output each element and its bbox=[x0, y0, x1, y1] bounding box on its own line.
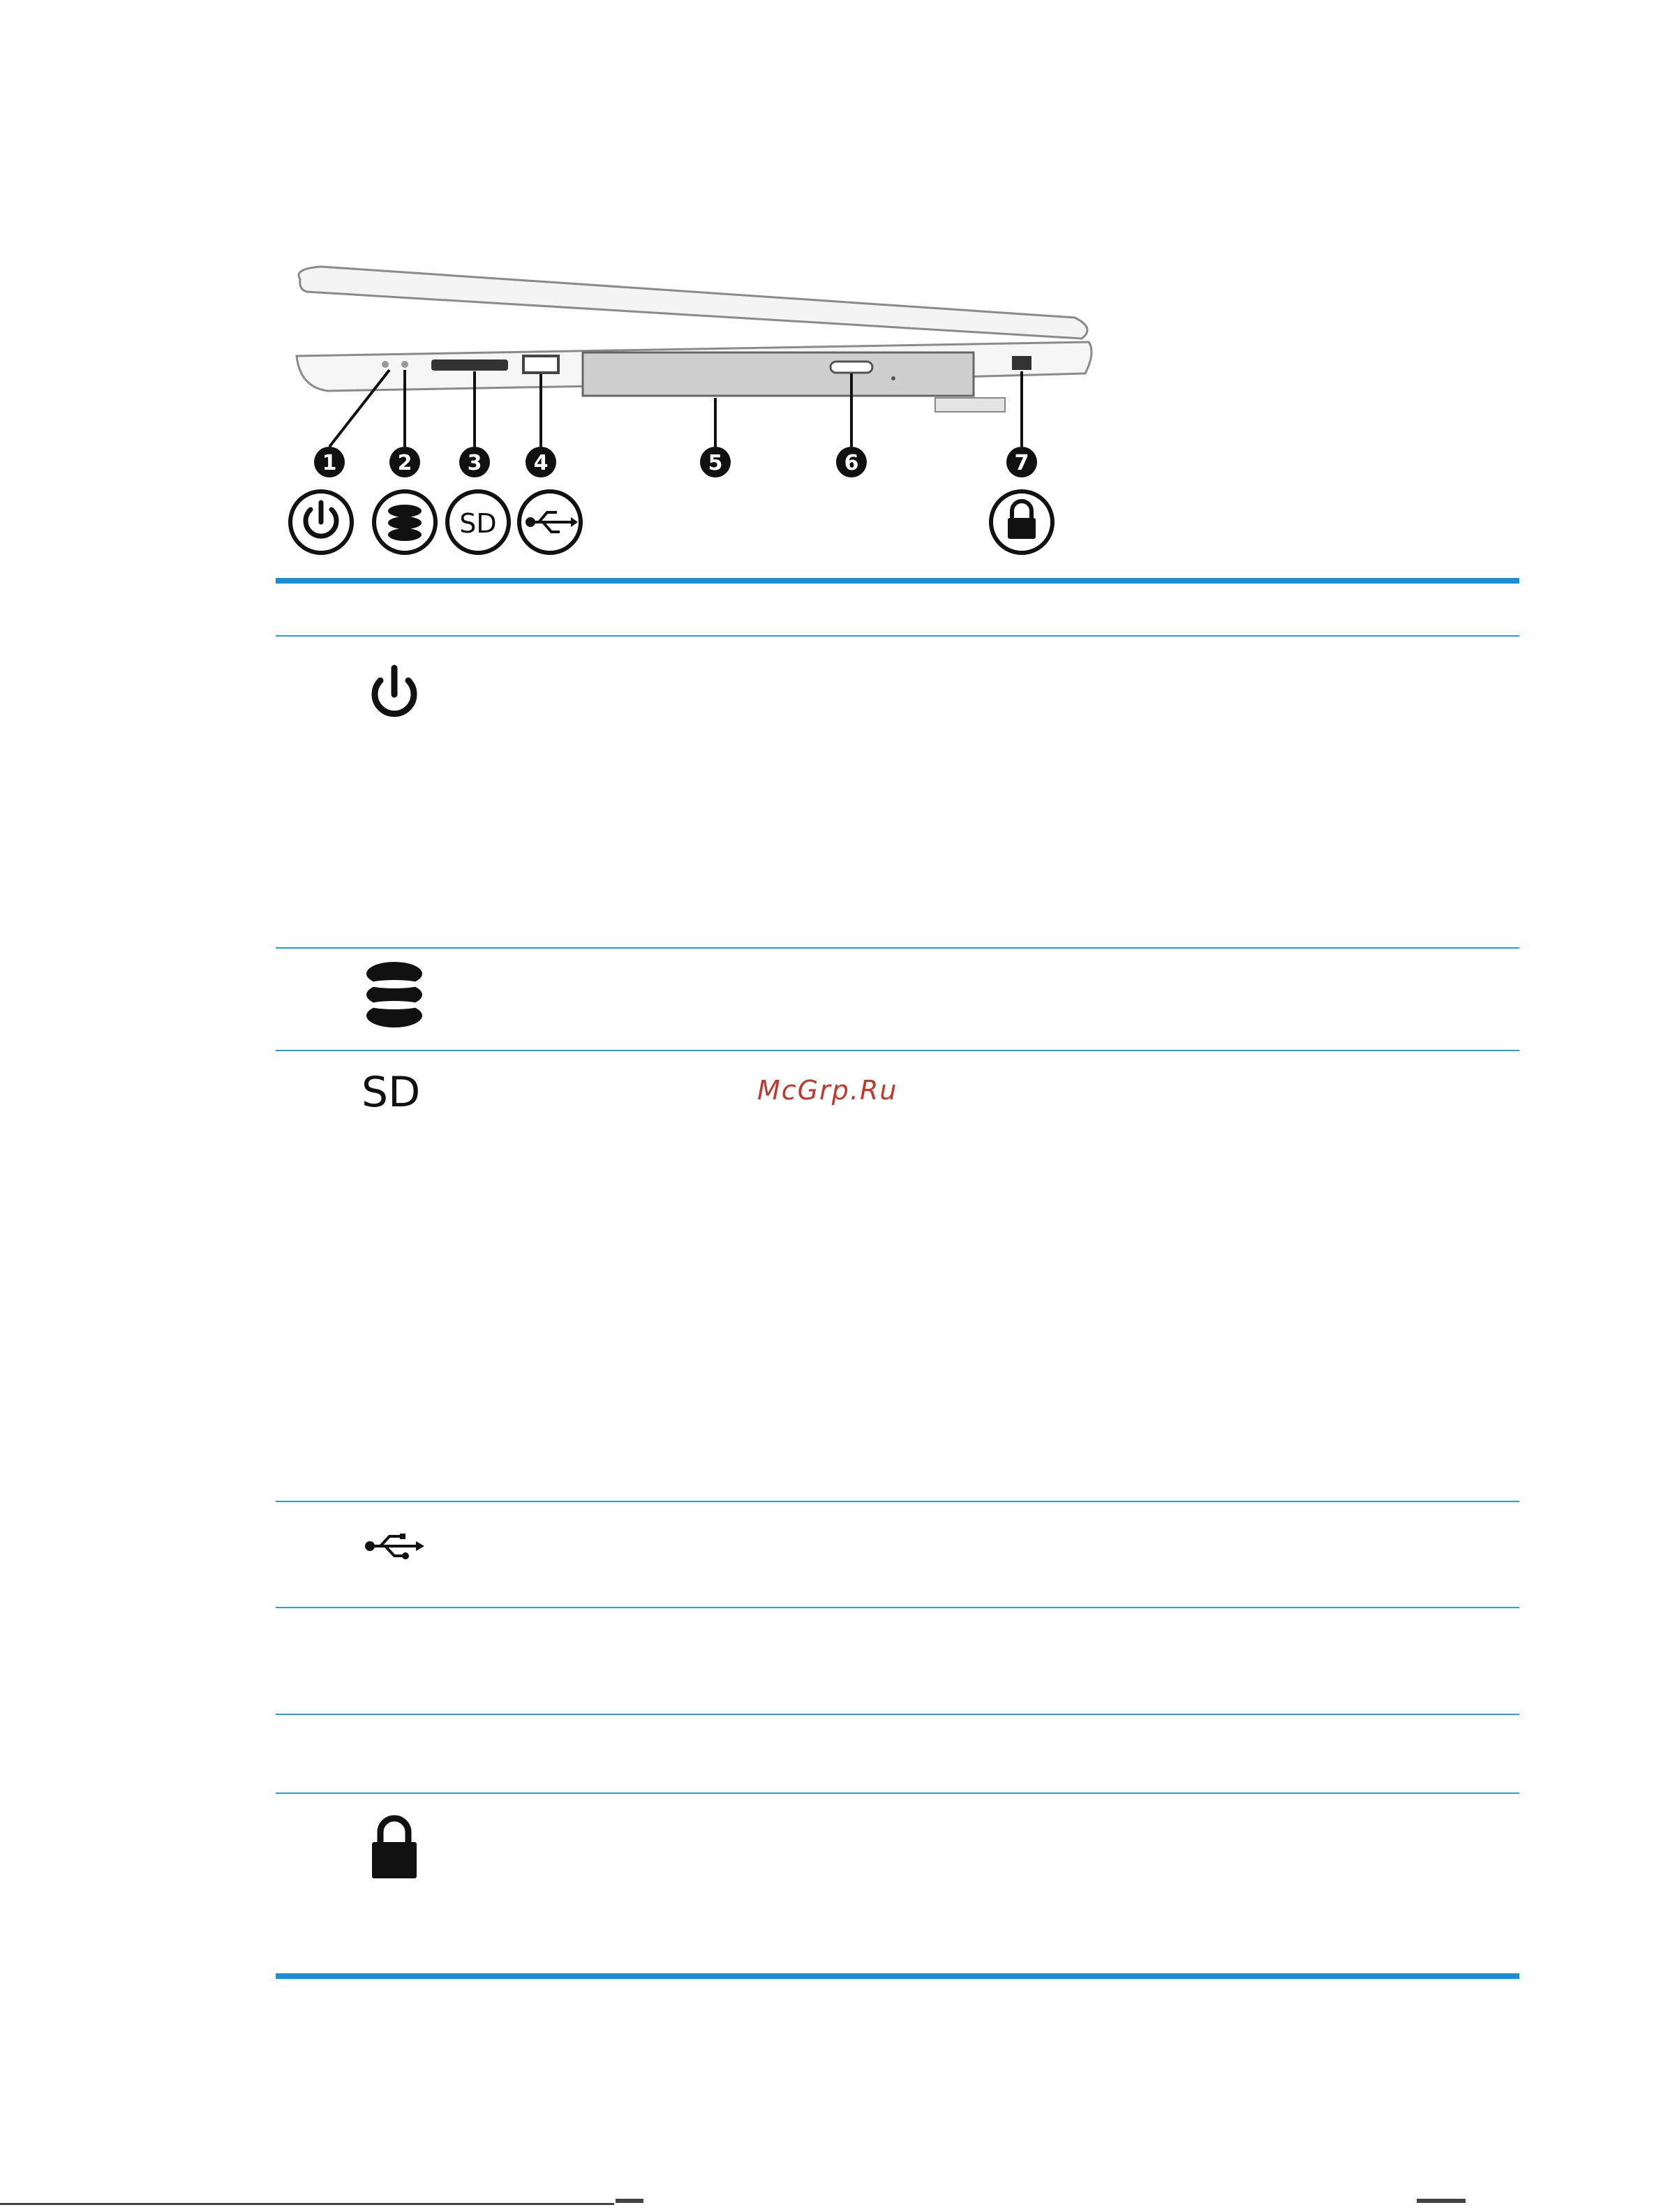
eject-button bbox=[830, 362, 872, 373]
figure-sd-icon bbox=[447, 491, 509, 553]
callout-label-5: 5 bbox=[708, 451, 723, 475]
watermark: McGrp.Ru bbox=[757, 1075, 898, 1106]
table-header-rule bbox=[276, 635, 1519, 637]
usb-port bbox=[523, 356, 558, 373]
callout-label-1: 1 bbox=[322, 451, 337, 475]
row-divider-3 bbox=[276, 1501, 1519, 1502]
figure-drive-icon bbox=[374, 491, 435, 553]
table-row bbox=[366, 1811, 422, 1881]
table-top-rule bbox=[276, 578, 1519, 584]
laptop-side-illustration bbox=[279, 251, 1117, 572]
row-divider-4 bbox=[276, 1607, 1519, 1608]
drive-icon bbox=[359, 956, 429, 1033]
callout-label-4: 4 bbox=[533, 451, 549, 475]
usb-icon bbox=[363, 1525, 426, 1567]
table-row bbox=[363, 1525, 426, 1567]
figure-lock-icon bbox=[991, 491, 1052, 553]
lock-icon bbox=[366, 1811, 422, 1881]
row-divider-6 bbox=[276, 1792, 1519, 1794]
led-1 bbox=[382, 361, 389, 368]
table-row bbox=[359, 660, 429, 729]
callout-label-6: 6 bbox=[844, 451, 859, 475]
callout-label-3: 3 bbox=[467, 451, 482, 475]
table-bottom-rule bbox=[276, 1973, 1519, 1979]
figure-sd-label: SD bbox=[459, 508, 497, 539]
drive-tab bbox=[935, 398, 1005, 412]
row-divider-5 bbox=[276, 1714, 1519, 1715]
callout-label-2: 2 bbox=[397, 451, 412, 475]
sd-slot bbox=[431, 359, 508, 371]
optical-drive bbox=[583, 352, 974, 396]
sd-icon: SD bbox=[362, 1068, 421, 1117]
security-slot bbox=[1012, 356, 1031, 370]
emergency-hole bbox=[891, 376, 895, 380]
row-divider-2 bbox=[276, 1050, 1519, 1051]
power-icon bbox=[359, 660, 429, 729]
row-divider-1 bbox=[276, 947, 1519, 949]
callout-label-7: 7 bbox=[1014, 451, 1029, 475]
figure-power-icon bbox=[290, 491, 352, 553]
footer-mark-left bbox=[616, 2199, 643, 2203]
led-2 bbox=[401, 361, 408, 368]
footer-line-left bbox=[0, 2203, 614, 2205]
table-row bbox=[359, 956, 429, 1033]
laptop-lid bbox=[299, 267, 1087, 339]
footer-mark-right bbox=[1417, 2199, 1466, 2203]
figure-usb-icon bbox=[519, 491, 581, 553]
